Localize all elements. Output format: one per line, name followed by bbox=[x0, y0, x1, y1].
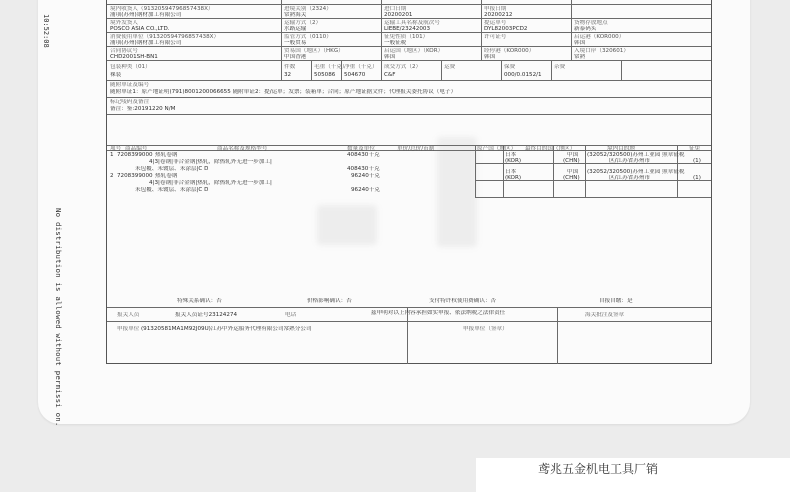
transport-value: 水路运输 bbox=[284, 26, 307, 32]
consumer-label: 消费使用单位（91320594796857438X） bbox=[110, 34, 220, 40]
goods-header-name: 商品名称及规格型号 bbox=[217, 146, 268, 152]
transport-label: 运输方式（2） bbox=[284, 20, 322, 26]
item-1-qty: 408430千克 bbox=[347, 152, 380, 158]
stop-port-label: 经停港（KOR000） bbox=[484, 48, 535, 54]
item-2-qty: 96240千克 bbox=[351, 173, 380, 179]
goods-header-origin: 原产国（地区） bbox=[477, 146, 517, 152]
qty-value: 32 bbox=[284, 72, 292, 78]
stop-port-value: 韩国 bbox=[484, 54, 496, 60]
exit-customs-value: 常熟海关 bbox=[284, 12, 307, 18]
customs-declaration-form bbox=[106, 0, 712, 364]
vehicle-value: LIEBE/23242003 bbox=[384, 26, 431, 32]
declare-date-value: 20200212 bbox=[484, 12, 513, 18]
goods-header-levy: 征免 bbox=[689, 146, 701, 152]
declaring-unit-label: 申报单位 bbox=[117, 326, 140, 332]
docs-label: 随附单证及编号 bbox=[110, 82, 150, 88]
royalty-confirm: 支付特许权使用费确认：否 bbox=[429, 298, 497, 304]
item-2-code: 7208399000 bbox=[117, 173, 153, 179]
levy-nature-value: 一般征税 bbox=[384, 40, 407, 46]
declaring-unit-value: (91320581MA1M92J09U)江苏中外运船务代理有限公司常熟分公司 bbox=[141, 326, 312, 332]
goods-header-dest: 最终目的国（地区） bbox=[525, 146, 576, 152]
consignee-label: 境内收货人（91320594796857438X） bbox=[110, 6, 214, 12]
declaration-statement: 兹申明对以上内容承担如实申报、依法纳税之法律责任 bbox=[371, 310, 506, 316]
goods-header-qty: 数量及单位 bbox=[347, 146, 375, 152]
gross-value: 505086 bbox=[314, 72, 336, 78]
docs-value: 随附单证1：原产地证明(791)8001200066655 随附单证2：提/运单；发票；装箱单；合同；原产地证据文件；代理报关委托协议（电子） bbox=[110, 89, 457, 95]
consumer-value: 浦项(苏州)钢材加工有限公司 bbox=[110, 40, 182, 46]
bill-value: DYL82003PCD2 bbox=[484, 26, 528, 32]
item-1-dest: 中国 bbox=[567, 152, 579, 158]
entry-port-label: 入境口岸（320601） bbox=[574, 48, 629, 54]
item-1-spec: 4|3|卷钢|非合金钢|热轧，除热轧外无进一步加工| bbox=[149, 159, 272, 165]
item-1-origin: 日本 bbox=[505, 152, 517, 158]
net-value: 504670 bbox=[344, 72, 366, 78]
supervision-label: 监管方式（0110） bbox=[284, 34, 332, 40]
item-2-origin-code: (KOR) bbox=[505, 175, 522, 181]
remarks-value: 备注：鉴:20191220 N/M bbox=[110, 106, 176, 112]
goods-header-price: 单价/总价/币制 bbox=[397, 146, 435, 152]
goods-header-district: 境内目的地 bbox=[607, 146, 635, 152]
declare-date-label: 申报日期 bbox=[484, 6, 507, 12]
item-2-qty-2: 96240千克 bbox=[351, 187, 380, 193]
item-1-qty-2: 408430千克 bbox=[347, 166, 380, 172]
item-2-spec-2: 未包覆、未镀层、未涂层|C D bbox=[135, 187, 209, 193]
levy-nature-label: 征免性质（101） bbox=[384, 34, 429, 40]
pack-label: 包装种类（01） bbox=[110, 64, 151, 70]
consignee-value: 浦项(苏州)钢材加工有限公司 bbox=[110, 12, 182, 18]
insurance-label: 保费 bbox=[504, 64, 516, 70]
depart-country-value: 韩国 bbox=[384, 54, 396, 60]
item-1-no: 1 bbox=[110, 152, 114, 158]
item-1-name: 热轧卷钢 bbox=[155, 152, 178, 158]
gross-label: 毛重（千克） bbox=[314, 64, 348, 70]
phone-label: 电话 bbox=[285, 312, 297, 318]
contract-label: 合同协议号 bbox=[110, 48, 138, 54]
item-1-code: 7208399000 bbox=[117, 152, 153, 158]
remarks-label: 标记唛码及备注 bbox=[110, 99, 150, 105]
goods-header-no: 项号 bbox=[110, 146, 122, 152]
vehicle-label: 运输工具名称及航次号 bbox=[384, 20, 440, 26]
item-1-district: (32052/320500)苏州工业园 照章征税 bbox=[587, 152, 685, 158]
shipper-label: 境外发货人 bbox=[110, 20, 138, 26]
entry-port-value: 常熟 bbox=[574, 54, 586, 60]
item-2-spec: 4|3|卷钢|非合金钢|热轧，除热轧外无进一步加工| bbox=[149, 180, 272, 186]
customs-remark-label: 海关批注及签章 bbox=[585, 312, 625, 318]
shop-name: 鸢兆五金机电工具厂销 bbox=[538, 462, 659, 476]
item-2-levy-code: (1) bbox=[693, 175, 701, 181]
seal-label: 申报单位（签章） bbox=[463, 326, 508, 332]
self-declare-confirm: 自报自缴：是 bbox=[599, 298, 633, 304]
freight-label: 运费 bbox=[444, 64, 456, 70]
exit-customs-label: 进境关别（2324） bbox=[284, 6, 332, 12]
pack-value: 裸装 bbox=[110, 72, 122, 78]
import-date-label: 进口日期 bbox=[384, 6, 407, 12]
distribution-notice: No distribution is allowed without permissi on. bbox=[54, 208, 63, 427]
declarant-label: 报关人员 bbox=[117, 312, 140, 318]
license-label: 许可证号 bbox=[484, 34, 507, 40]
side-timestamp: 10:52:08 bbox=[42, 14, 50, 48]
item-2-dest: 中国 bbox=[567, 169, 579, 175]
deal-label: 成交方式（2） bbox=[384, 64, 422, 70]
item-1-origin-code: (KOR) bbox=[505, 158, 522, 164]
depart-country-label: 启运国（地区）（KOR） bbox=[384, 48, 444, 54]
item-1-spec-2: 未包覆、未镀层、未涂层|C D bbox=[135, 166, 209, 172]
contract-value: CHD2001SH-BN1 bbox=[110, 54, 158, 60]
storage-label: 货物存放地点 bbox=[574, 20, 608, 26]
supervision-value: 一般贸易 bbox=[284, 40, 307, 46]
goods-header-code: 商品编号 bbox=[125, 146, 148, 152]
deal-value: C&F bbox=[384, 72, 396, 78]
origin-port-value: 韩国 bbox=[574, 40, 586, 46]
item-2-origin: 日本 bbox=[505, 169, 517, 175]
item-1-levy-code: (1) bbox=[693, 158, 701, 164]
stamp-smudge bbox=[437, 137, 477, 247]
storage-value: 新泰码头 bbox=[574, 26, 597, 32]
stamp-smudge bbox=[317, 205, 377, 245]
misc-label: 杂费 bbox=[554, 64, 566, 70]
insurance-value: 000/0.0152/1 bbox=[504, 72, 542, 78]
item-2-name: 热轧卷钢 bbox=[155, 173, 178, 179]
item-2-no: 2 bbox=[110, 173, 114, 179]
shipper-value: POSCO ASIA CO.,LTD. bbox=[110, 26, 170, 32]
item-2-district-2: 区/江苏省苏州市 bbox=[609, 175, 651, 181]
qty-label: 件数 bbox=[284, 64, 296, 70]
net-label: 净重（千克） bbox=[344, 64, 378, 70]
item-2-dest-code: (CHN) bbox=[563, 175, 580, 181]
origin-port-label: 启运港（KOR000） bbox=[574, 34, 625, 40]
item-1-district-2: 区/江苏省苏州市 bbox=[609, 158, 651, 164]
declarant-cert: 报关人员证号23124274 bbox=[175, 312, 238, 318]
item-1-dest-code: (CHN) bbox=[563, 158, 580, 164]
bill-label: 提运单号 bbox=[484, 20, 507, 26]
special-relation-confirm: 特殊关系确认：否 bbox=[177, 298, 222, 304]
trade-country-label: 贸易国（地区）（HKG） bbox=[284, 48, 344, 54]
trade-country-value: 中国香港 bbox=[284, 54, 307, 60]
item-2-district: (32052/320500)苏州工业园 照章征税 bbox=[587, 169, 685, 175]
import-date-value: 20200201 bbox=[384, 12, 413, 18]
price-effect-confirm: 价格影响确认：否 bbox=[307, 298, 352, 304]
